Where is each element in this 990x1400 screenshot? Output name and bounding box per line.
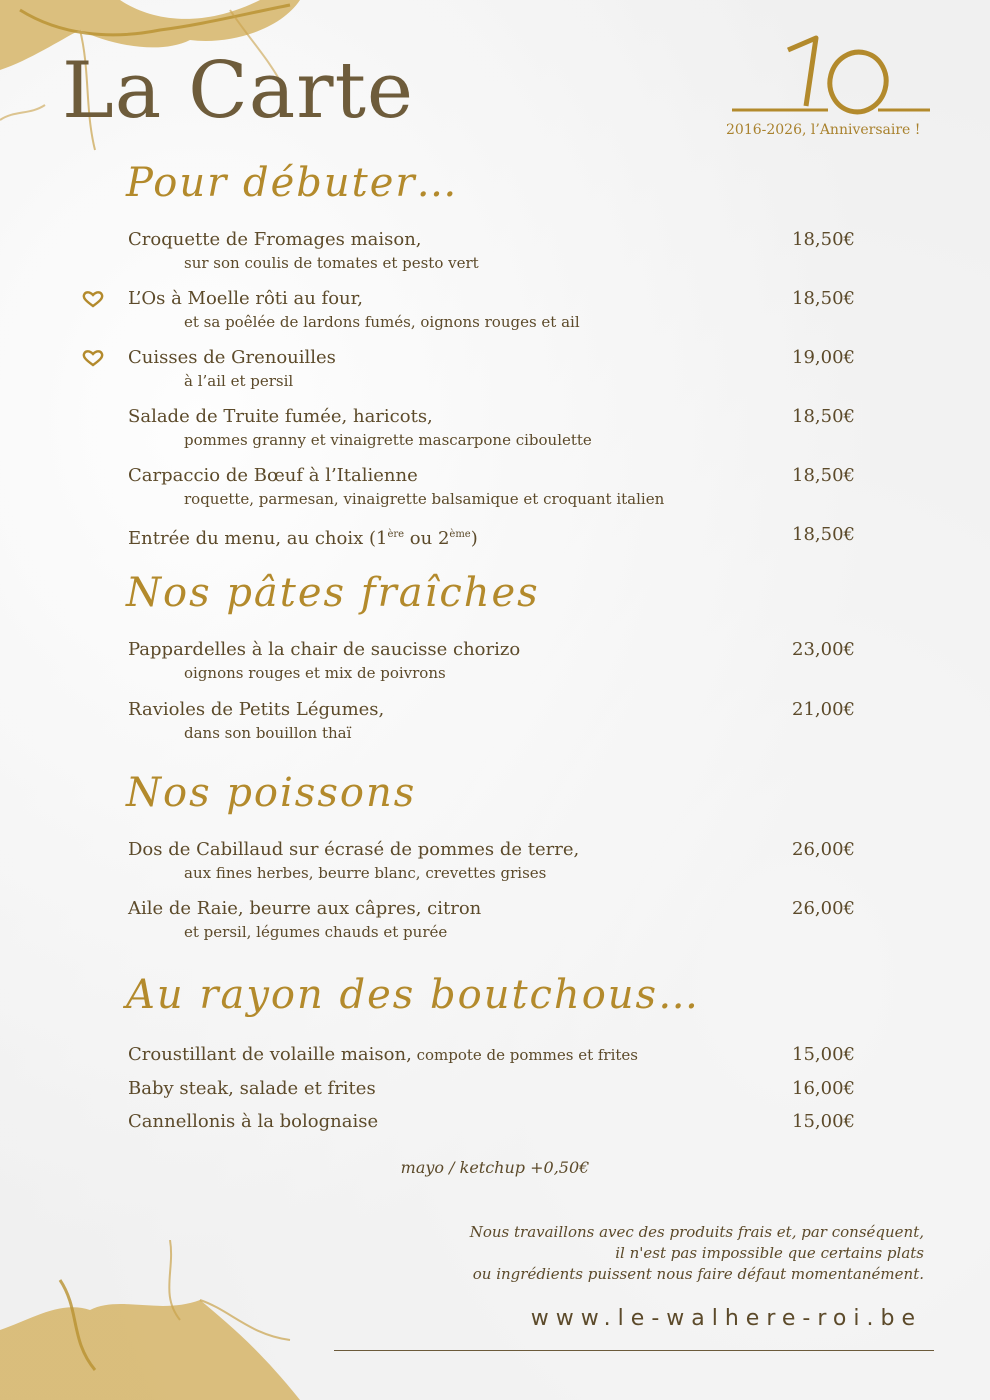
menu-item xyxy=(128,897,858,943)
item-description: roquette, parmesan, vinaigrette balsamique et croquant italien xyxy=(184,490,665,508)
item-price: 18,50€ xyxy=(792,288,855,309)
item-price: 15,00€ xyxy=(792,1044,855,1065)
item-description: et persil, légumes chauds et purée xyxy=(184,923,448,941)
menu-item xyxy=(128,638,858,684)
item-price: 16,00€ xyxy=(792,1078,855,1099)
menu-item xyxy=(128,464,858,510)
menu-item xyxy=(128,698,858,744)
menu-title: La Carte xyxy=(62,46,415,136)
item-name: Pappardelles à la chair de saucisse chorizo xyxy=(128,639,521,660)
item-price: 18,50€ xyxy=(792,465,855,486)
freshness-notice: Nous travaillons avec des produits frais et, par conséquent, il n'est pas impossible que certains plats ou ingrédients puissent nous faire défaut momentanément. xyxy=(469,1223,924,1283)
menu-item xyxy=(128,838,858,884)
anniversary-caption: 2016-2026, l’Anniversaire ! xyxy=(726,122,921,138)
item-description: oignons rouges et mix de poivrons xyxy=(184,664,446,682)
item-name: Cannellonis à la bolognaise xyxy=(128,1111,379,1132)
menu-item xyxy=(128,1110,858,1134)
item-price: 23,00€ xyxy=(792,639,855,660)
footer-divider xyxy=(334,1350,934,1351)
menu-item xyxy=(128,287,858,333)
item-name: Aile de Raie, beurre aux câpres, citron xyxy=(128,898,482,919)
item-name: Salade de Truite fumée, haricots, xyxy=(128,406,433,427)
item-name: L’Os à Moelle rôti au four, xyxy=(128,288,363,309)
item-price: 19,00€ xyxy=(792,347,855,368)
section-title-pasta: Nos pâtes fraîches xyxy=(126,570,540,616)
anniversary-logo xyxy=(728,30,934,116)
item-description: dans son bouillon thaï xyxy=(184,724,352,742)
item-price: 26,00€ xyxy=(792,898,855,919)
item-name: Baby steak, salade et frites xyxy=(128,1078,376,1099)
item-name: Entrée du menu, au choix (1ère ou 2ème) xyxy=(128,528,478,549)
website-link[interactable]: www.le-walhere-roi.be xyxy=(530,1306,922,1331)
item-name: Ravioles de Petits Légumes, xyxy=(128,699,385,720)
item-description: et sa poêlée de lardons fumés, oignons rouges et ail xyxy=(184,313,580,331)
item-description: sur son coulis de tomates et pesto vert xyxy=(184,254,479,272)
menu-item xyxy=(128,228,858,274)
item-description: à l’ail et persil xyxy=(184,372,294,390)
item-description: pommes granny et vinaigrette mascarpone ciboulette xyxy=(184,431,592,449)
menu-item xyxy=(128,346,858,392)
item-name: Cuisses de Grenouilles xyxy=(128,347,336,368)
gold-leaf-decoration-bottom xyxy=(0,1240,320,1400)
item-price: 26,00€ xyxy=(792,839,855,860)
menu-item xyxy=(128,1043,858,1067)
menu-item xyxy=(128,405,858,451)
item-name: Croustillant de volaille maison, compote de pommes et frites xyxy=(128,1044,639,1065)
item-name: Croquette de Fromages maison, xyxy=(128,229,422,250)
menu-item xyxy=(128,523,858,551)
section-title-kids: Au rayon des boutchous… xyxy=(126,972,701,1018)
item-description: aux fines herbes, beurre blanc, crevettes grises xyxy=(184,864,547,882)
menu-item xyxy=(128,1077,858,1101)
item-price: 18,50€ xyxy=(792,406,855,427)
item-price: 18,50€ xyxy=(792,524,855,545)
item-name: Dos de Cabillaud sur écrasé de pommes de terre, xyxy=(128,839,580,860)
item-description: compote de pommes et frites xyxy=(411,1046,639,1064)
item-price: 18,50€ xyxy=(792,229,855,250)
heart-icon xyxy=(82,349,104,367)
item-price: 21,00€ xyxy=(792,699,855,720)
item-name: Carpaccio de Bœuf à l’Italienne xyxy=(128,465,418,486)
sauce-note: mayo / ketchup +0,50€ xyxy=(400,1158,590,1177)
heart-icon xyxy=(82,290,104,308)
item-price: 15,00€ xyxy=(792,1111,855,1132)
section-title-fish: Nos poissons xyxy=(126,770,417,816)
section-title-starters: Pour débuter… xyxy=(126,160,459,206)
